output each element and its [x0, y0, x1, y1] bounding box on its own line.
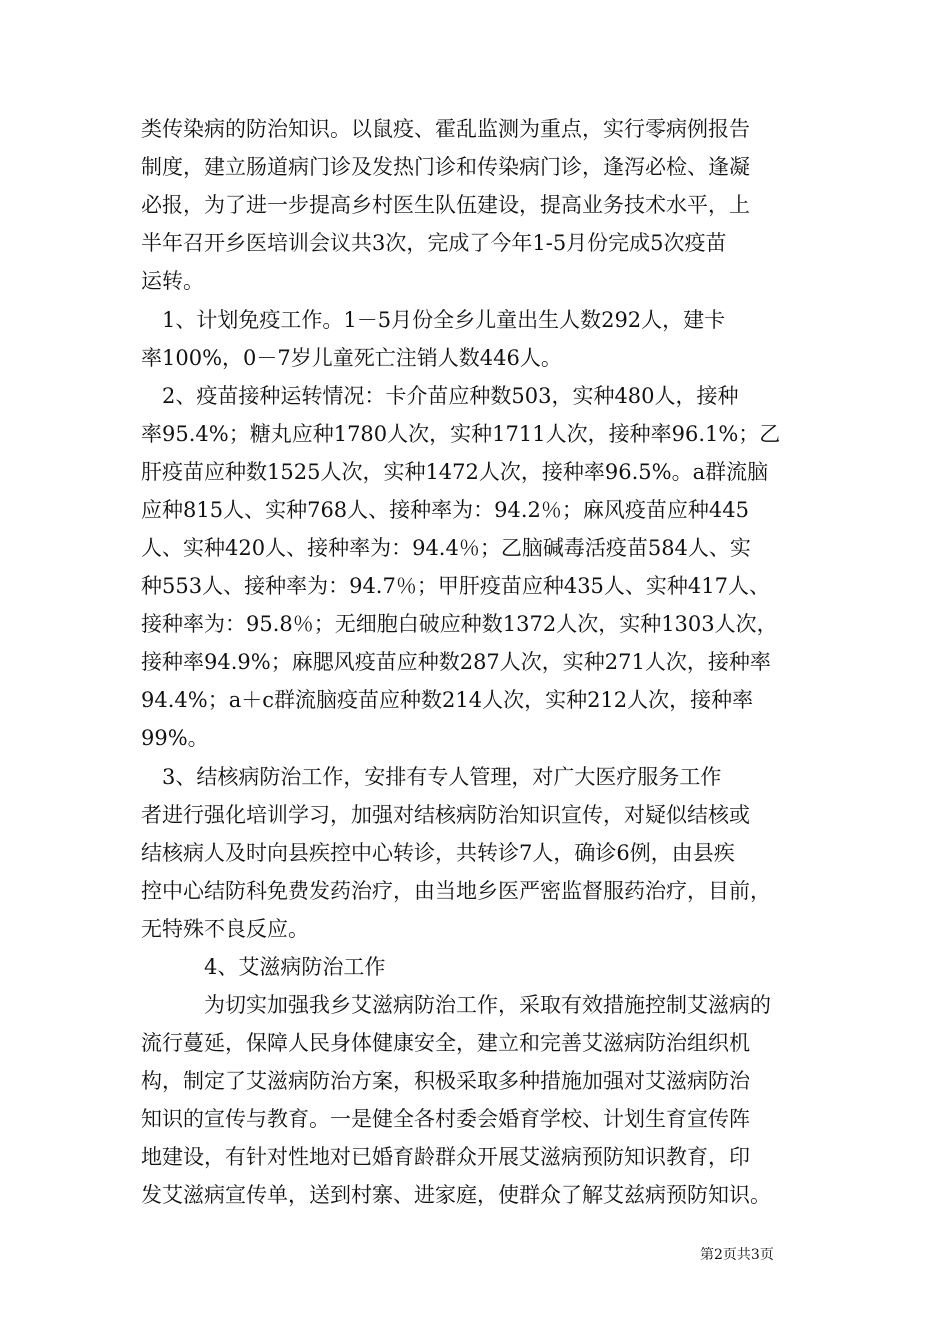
- text-line: 94.4%；a＋c群流脑疫苗应种数214人次，实种212人次，接种率: [141, 688, 754, 712]
- text-line: 构，制定了艾滋病防治方案，积极采取多种措施加强对艾滋病防治: [141, 1069, 750, 1093]
- text-line: 为切实加强我乡艾滋病防治工作，采取有效措施控制艾滋病的: [204, 993, 771, 1017]
- text-line: 人、实种420人、接种率为：94.4％；乙脑碱毒活疫苗584人、实: [141, 536, 751, 560]
- text-line: 地建设，有针对性地对已婚育龄群众开展艾滋病预防知识教育，印: [141, 1145, 750, 1169]
- text-line: 肝疫苗应种数1525人次，实种1472人次，接种率96.5%。a群流脑: [141, 460, 769, 484]
- text-line: 知识的宣传与教育。一是健全各村委会婚育学校、计划生育宣传阵: [141, 1107, 750, 1131]
- section-heading: 4、艾滋病防治工作: [204, 955, 386, 979]
- text-line: 率100%，0－7岁儿童死亡注销人数446人。: [141, 346, 562, 370]
- text-line: 应种815人、实种768人、接种率为：94.2％；麻风疫苗应种445: [141, 498, 750, 522]
- text-line: 接种率94.9%；麻腮风疫苗应种数287人次，实种271人次，接种率: [141, 650, 771, 674]
- text-line: 运转。: [141, 269, 204, 293]
- text-line: 接种率为：95.8％；无细胞白破应种数1372人次，实种1303人次，: [141, 612, 778, 636]
- text-line: 必报，为了进一步提高乡村医生队伍建设，提高业务技术水平，上: [141, 193, 750, 217]
- text-line: 结核病人及时向县疾控中心转诊，共转诊7人，确诊6例，由县疾: [141, 841, 735, 865]
- text-line: 3、结核病防治工作，安排有专人管理，对广大医疗服务工作: [141, 765, 722, 789]
- page-number: 第2页共3页: [700, 1247, 774, 1263]
- text-line: 率95.4%；糖丸应种1780人次，实种1711人次，接种率96.1%；乙: [141, 422, 781, 446]
- text-line: 1、计划免疫工作。1－5月份全乡儿童出生人数292人，建卡: [141, 308, 726, 332]
- text-line: 无特殊不良反应。: [141, 917, 309, 941]
- text-line: 发艾滋病宣传单，送到村寨、进家庭，使群众了解艾兹病预防知识。: [141, 1183, 771, 1207]
- text-line: 控中心结防科免费发药治疗，由当地乡医严密监督服药治疗，目前，: [141, 879, 771, 903]
- text-line: 半年召开乡医培训会议共3次，完成了今年1-5月份完成5次疫苗: [141, 231, 727, 255]
- text-line: 者进行强化培训学习，加强对结核病防治知识宣传，对疑似结核或: [141, 803, 750, 827]
- text-line: 2、疫苗接种运转情况：卡介苗应种数503，实种480人，接种: [141, 384, 739, 408]
- text-line: 流行蔓延，保障人民身体健康安全，建立和完善艾滋病防治组织机: [141, 1031, 750, 1055]
- text-line: 制度，建立肠道病门诊及发热门诊和传染病门诊，逢泻必检、逢凝: [141, 155, 750, 179]
- text-line: 99%。: [141, 726, 209, 750]
- text-line: 类传染病的防治知识。以鼠疫、霍乱监测为重点，实行零病例报告: [141, 117, 750, 141]
- text-line: 种553人、接种率为：94.7％；甲肝疫苗应种435人、实种417人、: [141, 574, 771, 598]
